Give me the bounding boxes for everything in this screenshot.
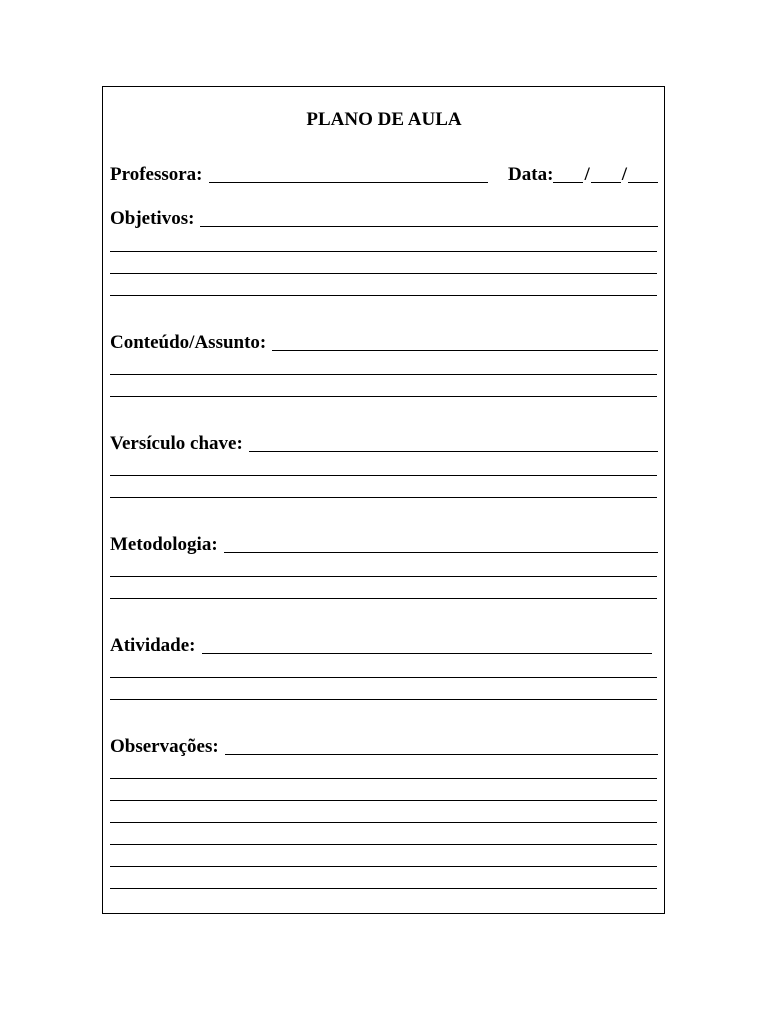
teacher-label: Professora: <box>110 164 203 185</box>
activity-row <box>110 633 658 657</box>
methodology-line[interactable] <box>110 576 657 577</box>
observations-line[interactable] <box>110 866 657 867</box>
objectives-line[interactable] <box>110 251 657 252</box>
observations-line[interactable] <box>110 822 657 823</box>
key-verse-label: Versículo chave: <box>110 433 243 454</box>
activity-line[interactable] <box>110 677 657 678</box>
observations-row <box>110 734 658 758</box>
date-day-field[interactable] <box>553 182 583 183</box>
methodology-line[interactable] <box>110 598 657 599</box>
methodology-label: Metodologia: <box>110 534 218 555</box>
content-row <box>110 330 658 354</box>
methodology-field[interactable] <box>224 552 658 553</box>
key-verse-line[interactable] <box>110 475 657 476</box>
observations-line[interactable] <box>110 888 657 889</box>
observations-line[interactable] <box>110 800 657 801</box>
date-separator: / <box>584 164 590 185</box>
objectives-line[interactable] <box>110 273 657 274</box>
objectives-line[interactable] <box>110 295 657 296</box>
teacher-field[interactable] <box>209 182 489 183</box>
objectives-row <box>110 206 658 230</box>
observations-label: Observações: <box>110 736 219 757</box>
key-verse-line[interactable] <box>110 497 657 498</box>
content-line[interactable] <box>110 396 657 397</box>
activity-label: Atividade: <box>110 635 196 656</box>
key-verse-row <box>110 431 658 455</box>
content-label: Conteúdo/Assunto: <box>110 332 267 353</box>
activity-field[interactable] <box>202 653 653 654</box>
content-field[interactable] <box>272 350 658 351</box>
form-title: PLANO DE AULA <box>306 109 462 130</box>
observations-line[interactable] <box>110 778 657 779</box>
objectives-field[interactable] <box>200 226 658 227</box>
methodology-row <box>110 532 658 556</box>
teacher-date-row <box>110 162 658 186</box>
date-label: Data: <box>508 164 554 185</box>
objectives-label: Objetivos: <box>110 208 195 229</box>
key-verse-field[interactable] <box>249 451 658 452</box>
date-group <box>508 164 658 186</box>
date-year-field[interactable] <box>628 182 658 183</box>
date-separator: / <box>621 164 627 185</box>
activity-line[interactable] <box>110 699 657 700</box>
date-month-field[interactable] <box>591 182 621 183</box>
observations-line[interactable] <box>110 844 657 845</box>
content-line[interactable] <box>110 374 657 375</box>
observations-field[interactable] <box>225 754 658 755</box>
